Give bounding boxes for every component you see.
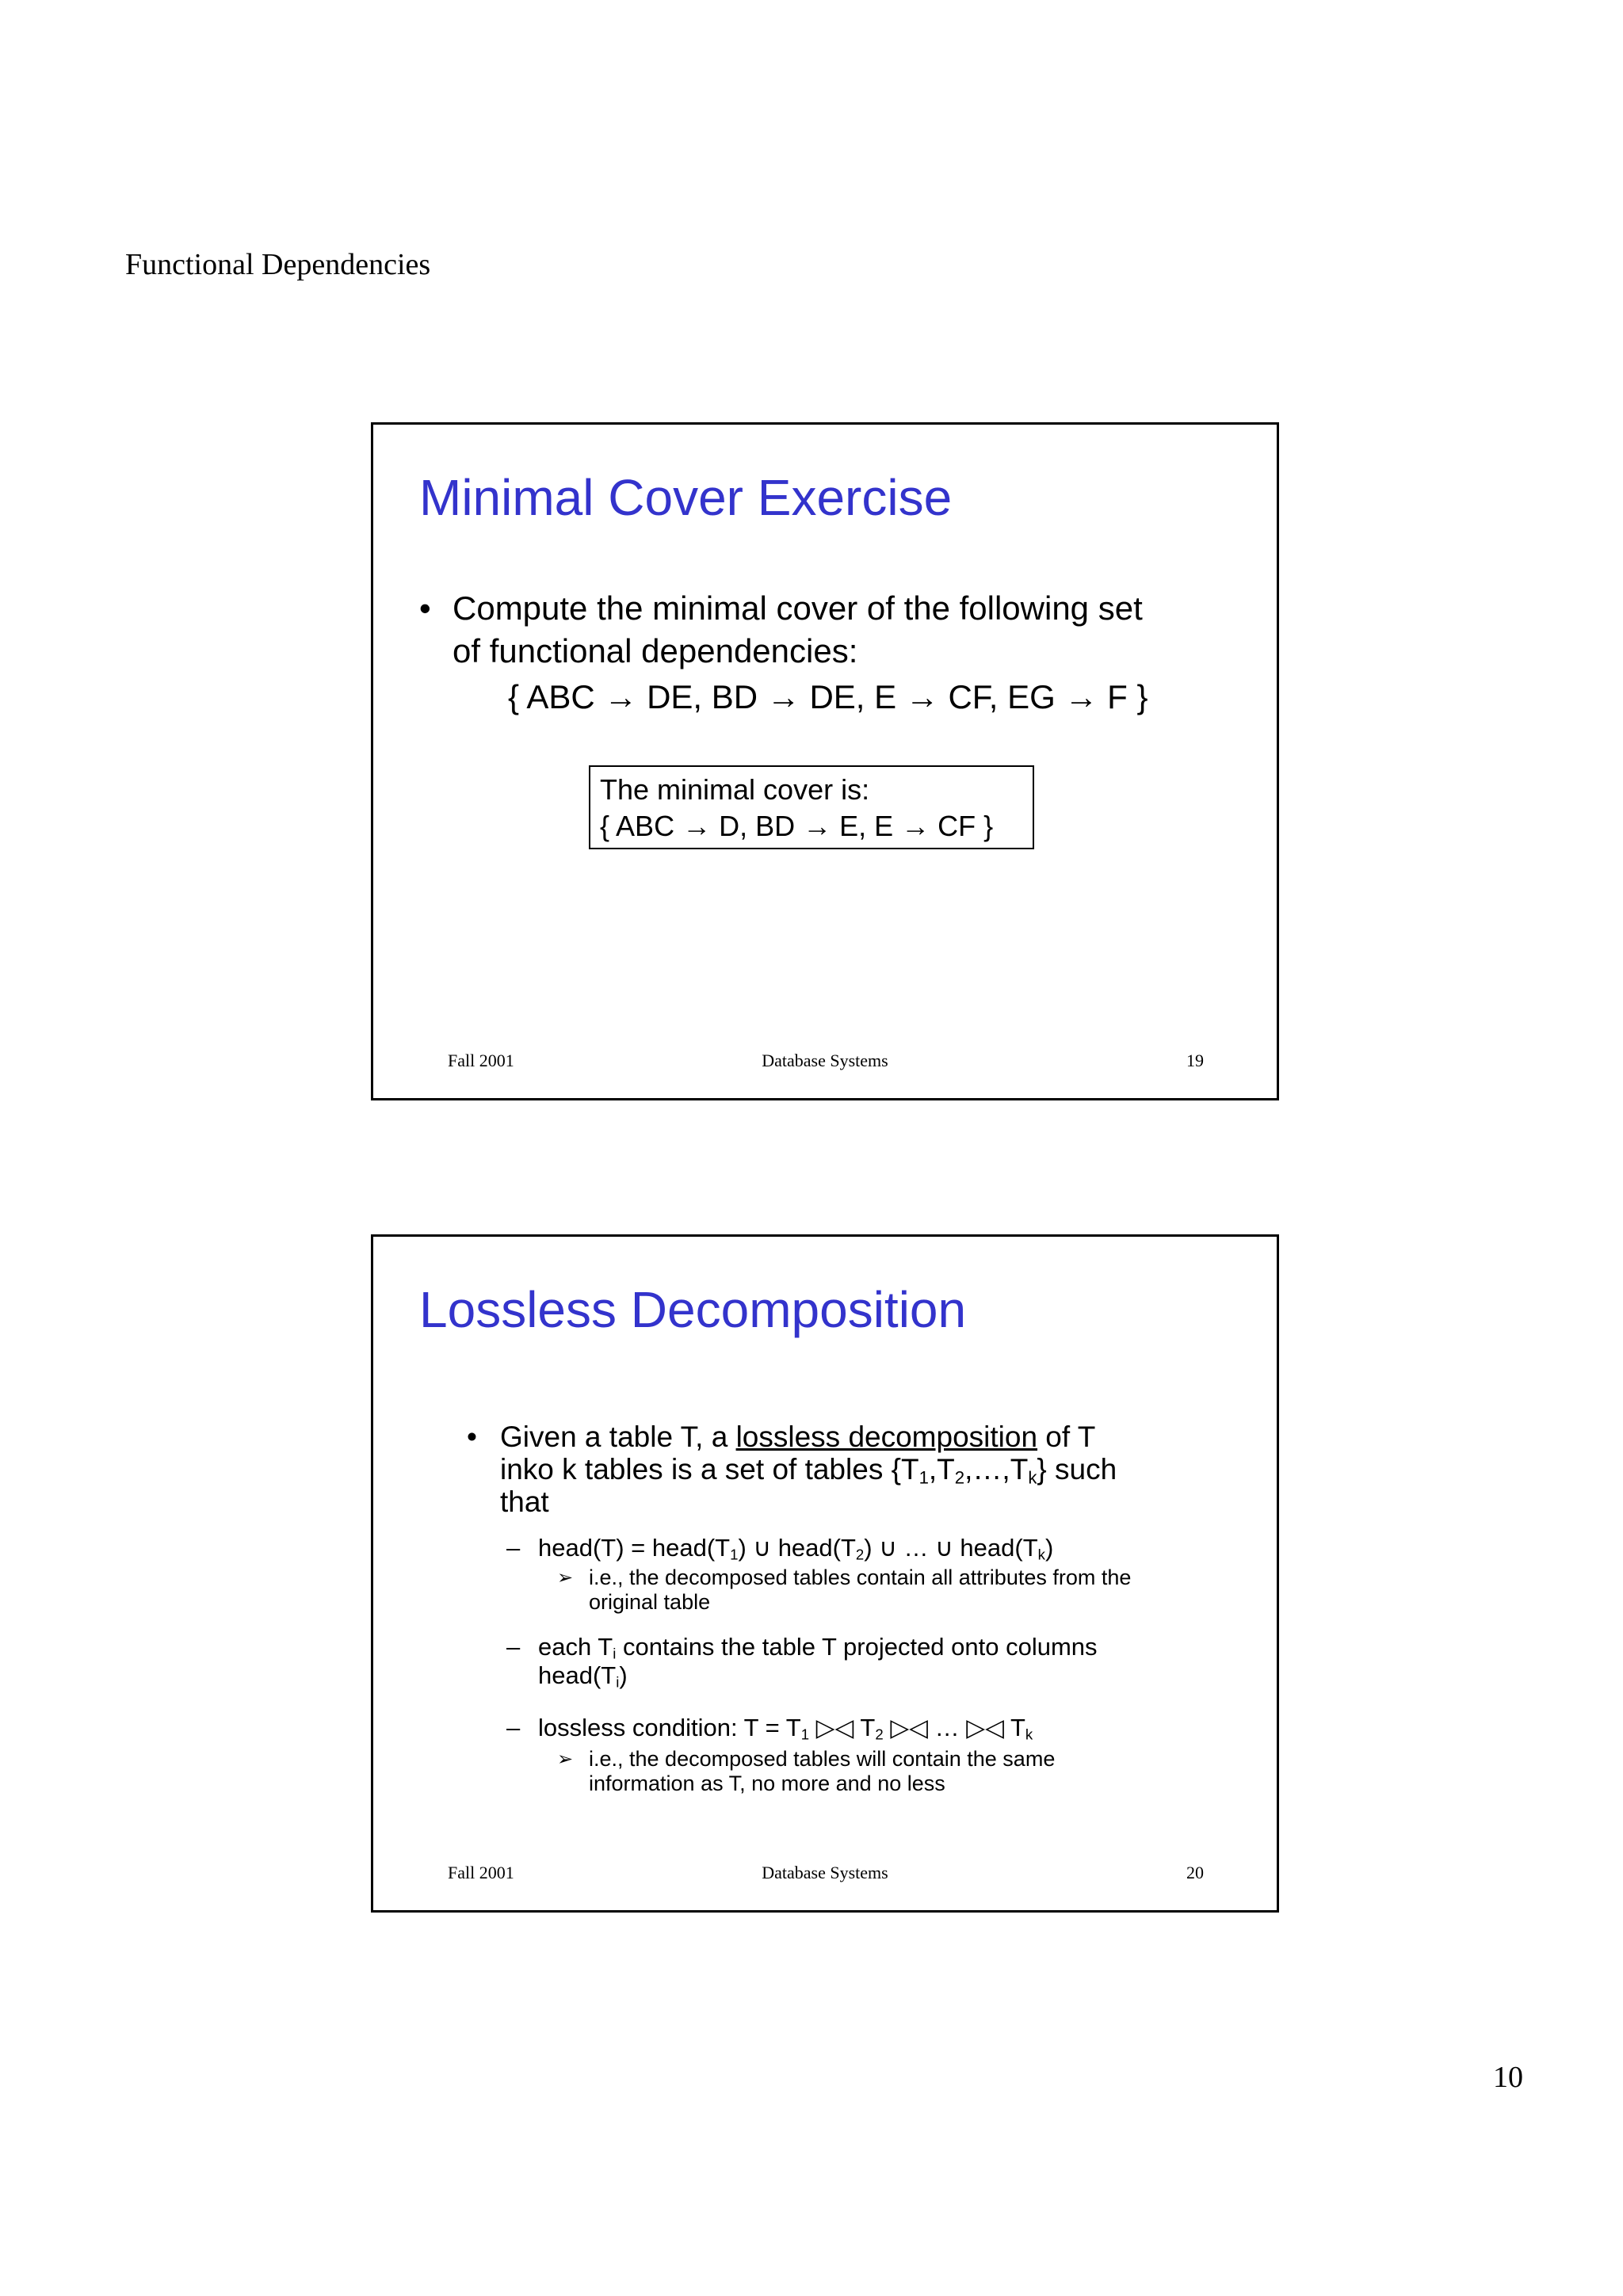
- footer-slide-number: 19: [1186, 1051, 1204, 1070]
- bullet-icon: •: [419, 589, 431, 627]
- page-number: 10: [1493, 2061, 1523, 2094]
- slide-lossless-decomposition: Lossless Decomposition • Given a table T, a lossless decomposition of T inko k tables is a set of tables $\{T_1,T_2,\dots,T_k\}$ such that – head(T) = $head(T_1)$ ∪ $head(T_2)$ ∪ … ∪ $head(T_k)$ ➢ i.e., the decomposed tables contain all attributes from the original table – each $T_i$ contains the table T projected onto columns $head(T_i)$ – lossless condition: $T = T_1$ ▷◁ $T_2$ ▷◁ … ▷◁ $T_k$ ➢ i.e., the decomposed tables will contain the same information as T, no more and no less Fall 2001 Database Systems 20: [371, 1234, 1279, 1913]
- footer-date: Fall 2001: [448, 1863, 514, 1882]
- slide-title: Lossless Decomposition: [419, 1281, 967, 1338]
- arrow-bullet-icon: ➢: [557, 1567, 574, 1589]
- footer-course: Database Systems: [762, 1863, 888, 1882]
- bullet-text-line1: Given a table T, a lossless decomposition of T: [500, 1421, 1096, 1453]
- dash-icon: –: [506, 1534, 521, 1562]
- answer-line1: The minimal cover is:: [600, 773, 870, 806]
- slide-minimal-cover: [371, 422, 1279, 1100]
- bullet-icon: •: [467, 1421, 477, 1453]
- footer-date: Fall 2001: [448, 1051, 514, 1070]
- dash-icon: –: [506, 1633, 521, 1661]
- answer-box: [589, 765, 1034, 849]
- footer-course: Database Systems: [762, 1051, 888, 1070]
- term-lossless-decomposition: lossless decomposition: [735, 1421, 1038, 1453]
- bullet-text-line1: Compute the minimal cover of the following set: [453, 589, 1143, 627]
- fd-set-formula: { ABC → DE, BD → DE, E → CF, EG → F }: [508, 678, 1148, 715]
- bullet-text-line2: of functional dependencies:: [453, 632, 858, 669]
- bullet-text-line2: inko k tables is a set of tables $\{T_1,T_2,\dots,T_k\}$ such: [500, 1453, 1117, 1488]
- answer-line2: { ABC → D, BD → E, E → CF }: [600, 810, 994, 842]
- arrow-bullet-icon: ➢: [557, 1749, 574, 1770]
- footer-slide-number: 20: [1186, 1863, 1204, 1882]
- page-header: Functional Dependencies: [125, 248, 431, 281]
- dash-icon: –: [506, 1714, 521, 1741]
- bullet-text-line3: that: [500, 1486, 549, 1518]
- slide-title: Minimal Cover Exercise: [419, 469, 953, 526]
